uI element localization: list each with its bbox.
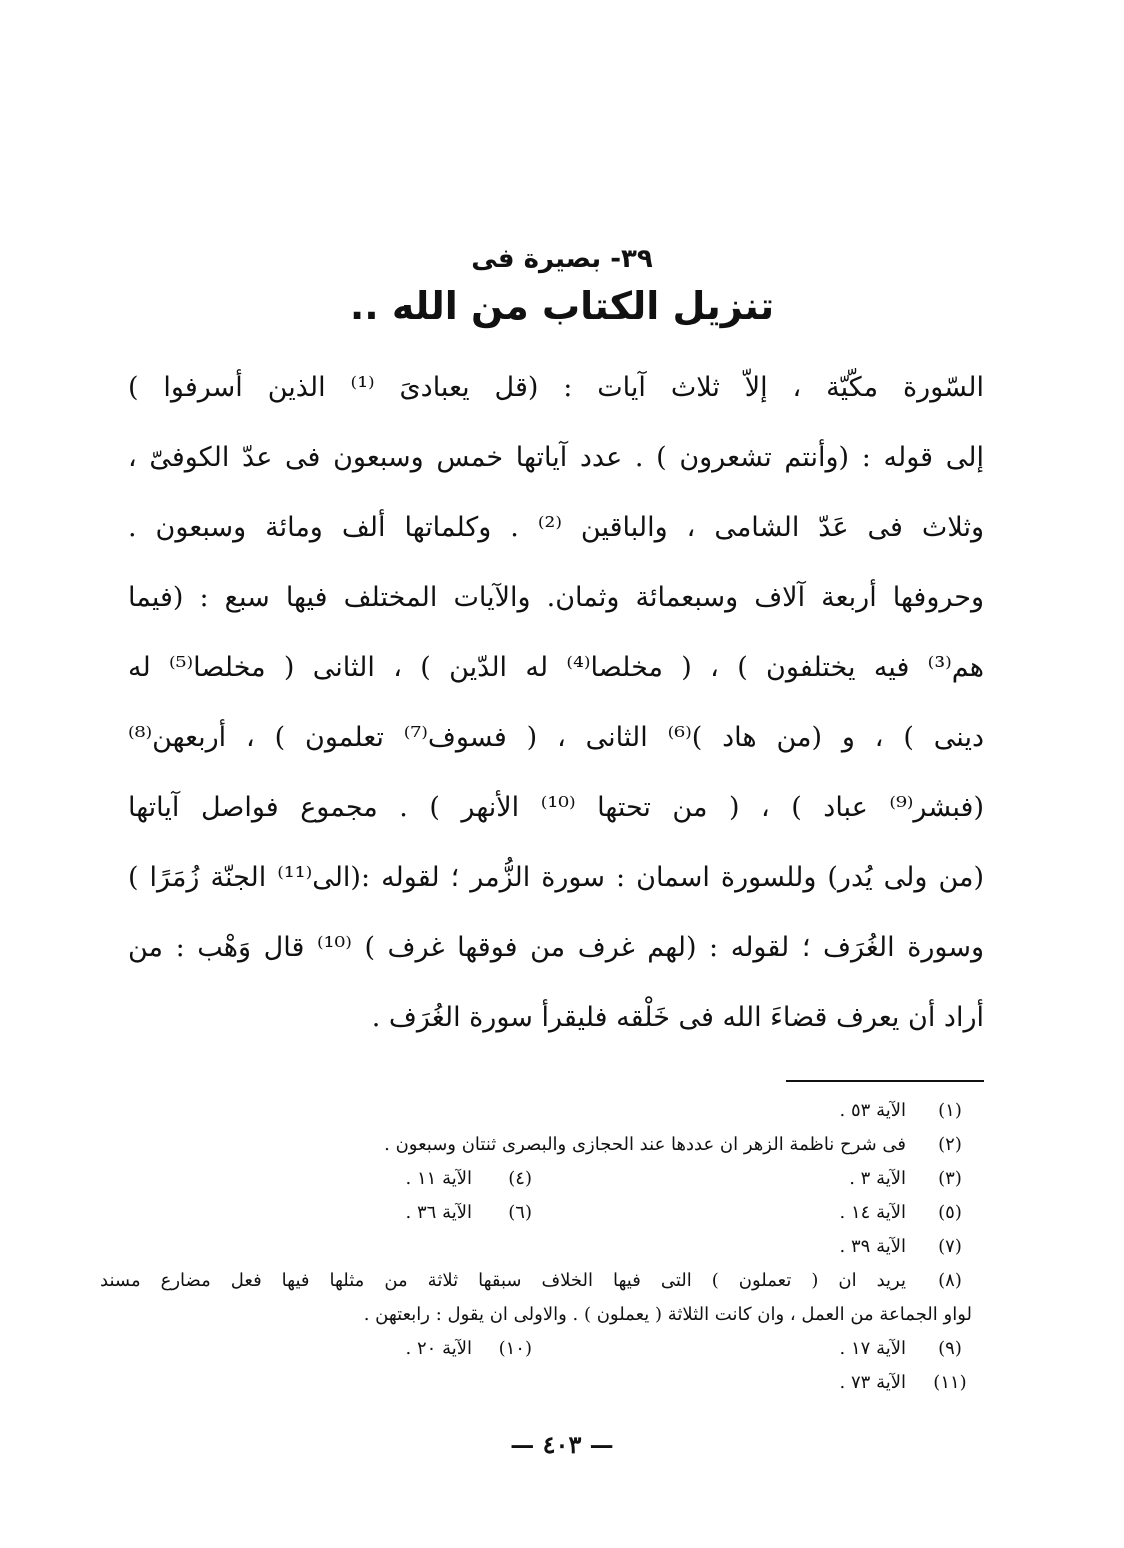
body-line: هم⁽³⁾ فيه يختلفون ) ، ( مخلصا⁽⁴⁾ له الدّين ) ، الثانى ( مخلصا⁽⁵⁾ له [128,652,984,683]
footnote-text: الآية ١٧ . [839,1338,906,1359]
body-line: دينى ) ، و (من هاد )⁽⁶⁾ الثانى ، ( فسوف⁽⁷⁾ تعلمون ) ، أربعهن⁽⁸⁾ [128,722,984,753]
footnote-text: الآية ١٤ . [839,1202,906,1223]
footnote-text: الآية ٣٩ . [839,1236,906,1257]
footnote-text: الآية ٣ . [849,1168,906,1189]
chapter-number: ٣٩- بصيرة فى [471,244,653,274]
footnote-number: (٣) [938,1168,962,1189]
body-line: السّورة مكّيّة ، إلاّ ثلاث آيات : (قل يعبادىَ ⁽¹⁾ الذين أسرفوا ) [128,372,984,403]
footnote-text: الآية ١١ . [405,1168,472,1189]
footnote-number: (٩) [938,1338,962,1359]
footnote [100,1232,972,1266]
footnote-separator [786,1080,984,1082]
footnote-number: (٢) [938,1134,962,1155]
footnote-text: الآية ٧٣ . [839,1372,906,1393]
body-line: وثلاث فى عَدّ الشامى ، والباقين ⁽²⁾ . وكلماتها ألف ومائة وسبعون . [128,512,985,543]
footnote-number: (٨) [938,1270,962,1291]
footnote-continuation: لواو الجماعة من العمل ، وان كانت الثلاثة ( يعملون ) . والاولى ان يقول : رابعتهن . [363,1304,972,1325]
footnote-number: (٧) [938,1236,962,1257]
body-line: وحروفها أربعة آلاف وسبعمائة وثمان. والآيات المختلف فيها سبع : (فيما [128,582,984,613]
footnote-text: الآية ٣٦ . [405,1202,472,1223]
footnote [100,1368,972,1402]
chapter-title: تنزيل الكتاب من الله .. [349,284,775,328]
footnote-number: (٤) [508,1168,532,1189]
footnote-text: فى شرح ناظمة الزهر ان عددها عند الحجازى والبصرى ثنتان وسبعون . [384,1134,906,1155]
footnote-number: (١) [938,1100,962,1121]
footnote-number: (١١) [933,1372,967,1393]
footnote [100,1334,972,1368]
footnote-number: (٦) [508,1202,532,1223]
body-text [128,360,984,1060]
footnote [100,1266,972,1300]
footnote [100,1096,972,1130]
body-line: (فبشر⁽⁹⁾ عباد ) ، ( من تحتها ⁽¹⁰⁾ الأنهر ) . مجموع فواصل آياتها [128,792,984,823]
body-line: أراد أن يعرف قضاءَ الله فى خَلْقه فليقرأ سورة الغُرَف . [371,1002,984,1033]
body-line: إلى قوله : (وأنتم تشعرون ) . عدد آياتها خمس وسبعون فى عدّ الكوفىّ ، [128,442,984,473]
footnotes [100,1096,972,1402]
body-line: وسورة الغُرَف ؛ لقوله : (لهم غرف من فوقها غرف ) ⁽¹⁰⁾ قال وَهْب : من [128,932,984,963]
footnote [100,1198,972,1232]
footnote-text: الآية ٥٣ . [839,1100,906,1121]
body-line: (من ولى يُدر) وللسورة اسمان : سورة الزُّمر ؛ لقوله :(الى⁽¹¹⁾ الجنّة زُمَرًا ) [128,862,984,893]
footnote-text: يريد ان ( تعملون ) التى فيها الخلاف سبقها ثلاثة من مثلها فيها فعل مضارع مسند [100,1270,906,1291]
footnote-number: (٥) [938,1202,962,1223]
footnote [100,1130,972,1164]
footnote [100,1164,972,1198]
footnote-text: الآية ٢٠ . [405,1338,472,1359]
page-number: — ٤٠٣ — [510,1430,614,1459]
footnote-number: (١٠) [498,1338,532,1359]
